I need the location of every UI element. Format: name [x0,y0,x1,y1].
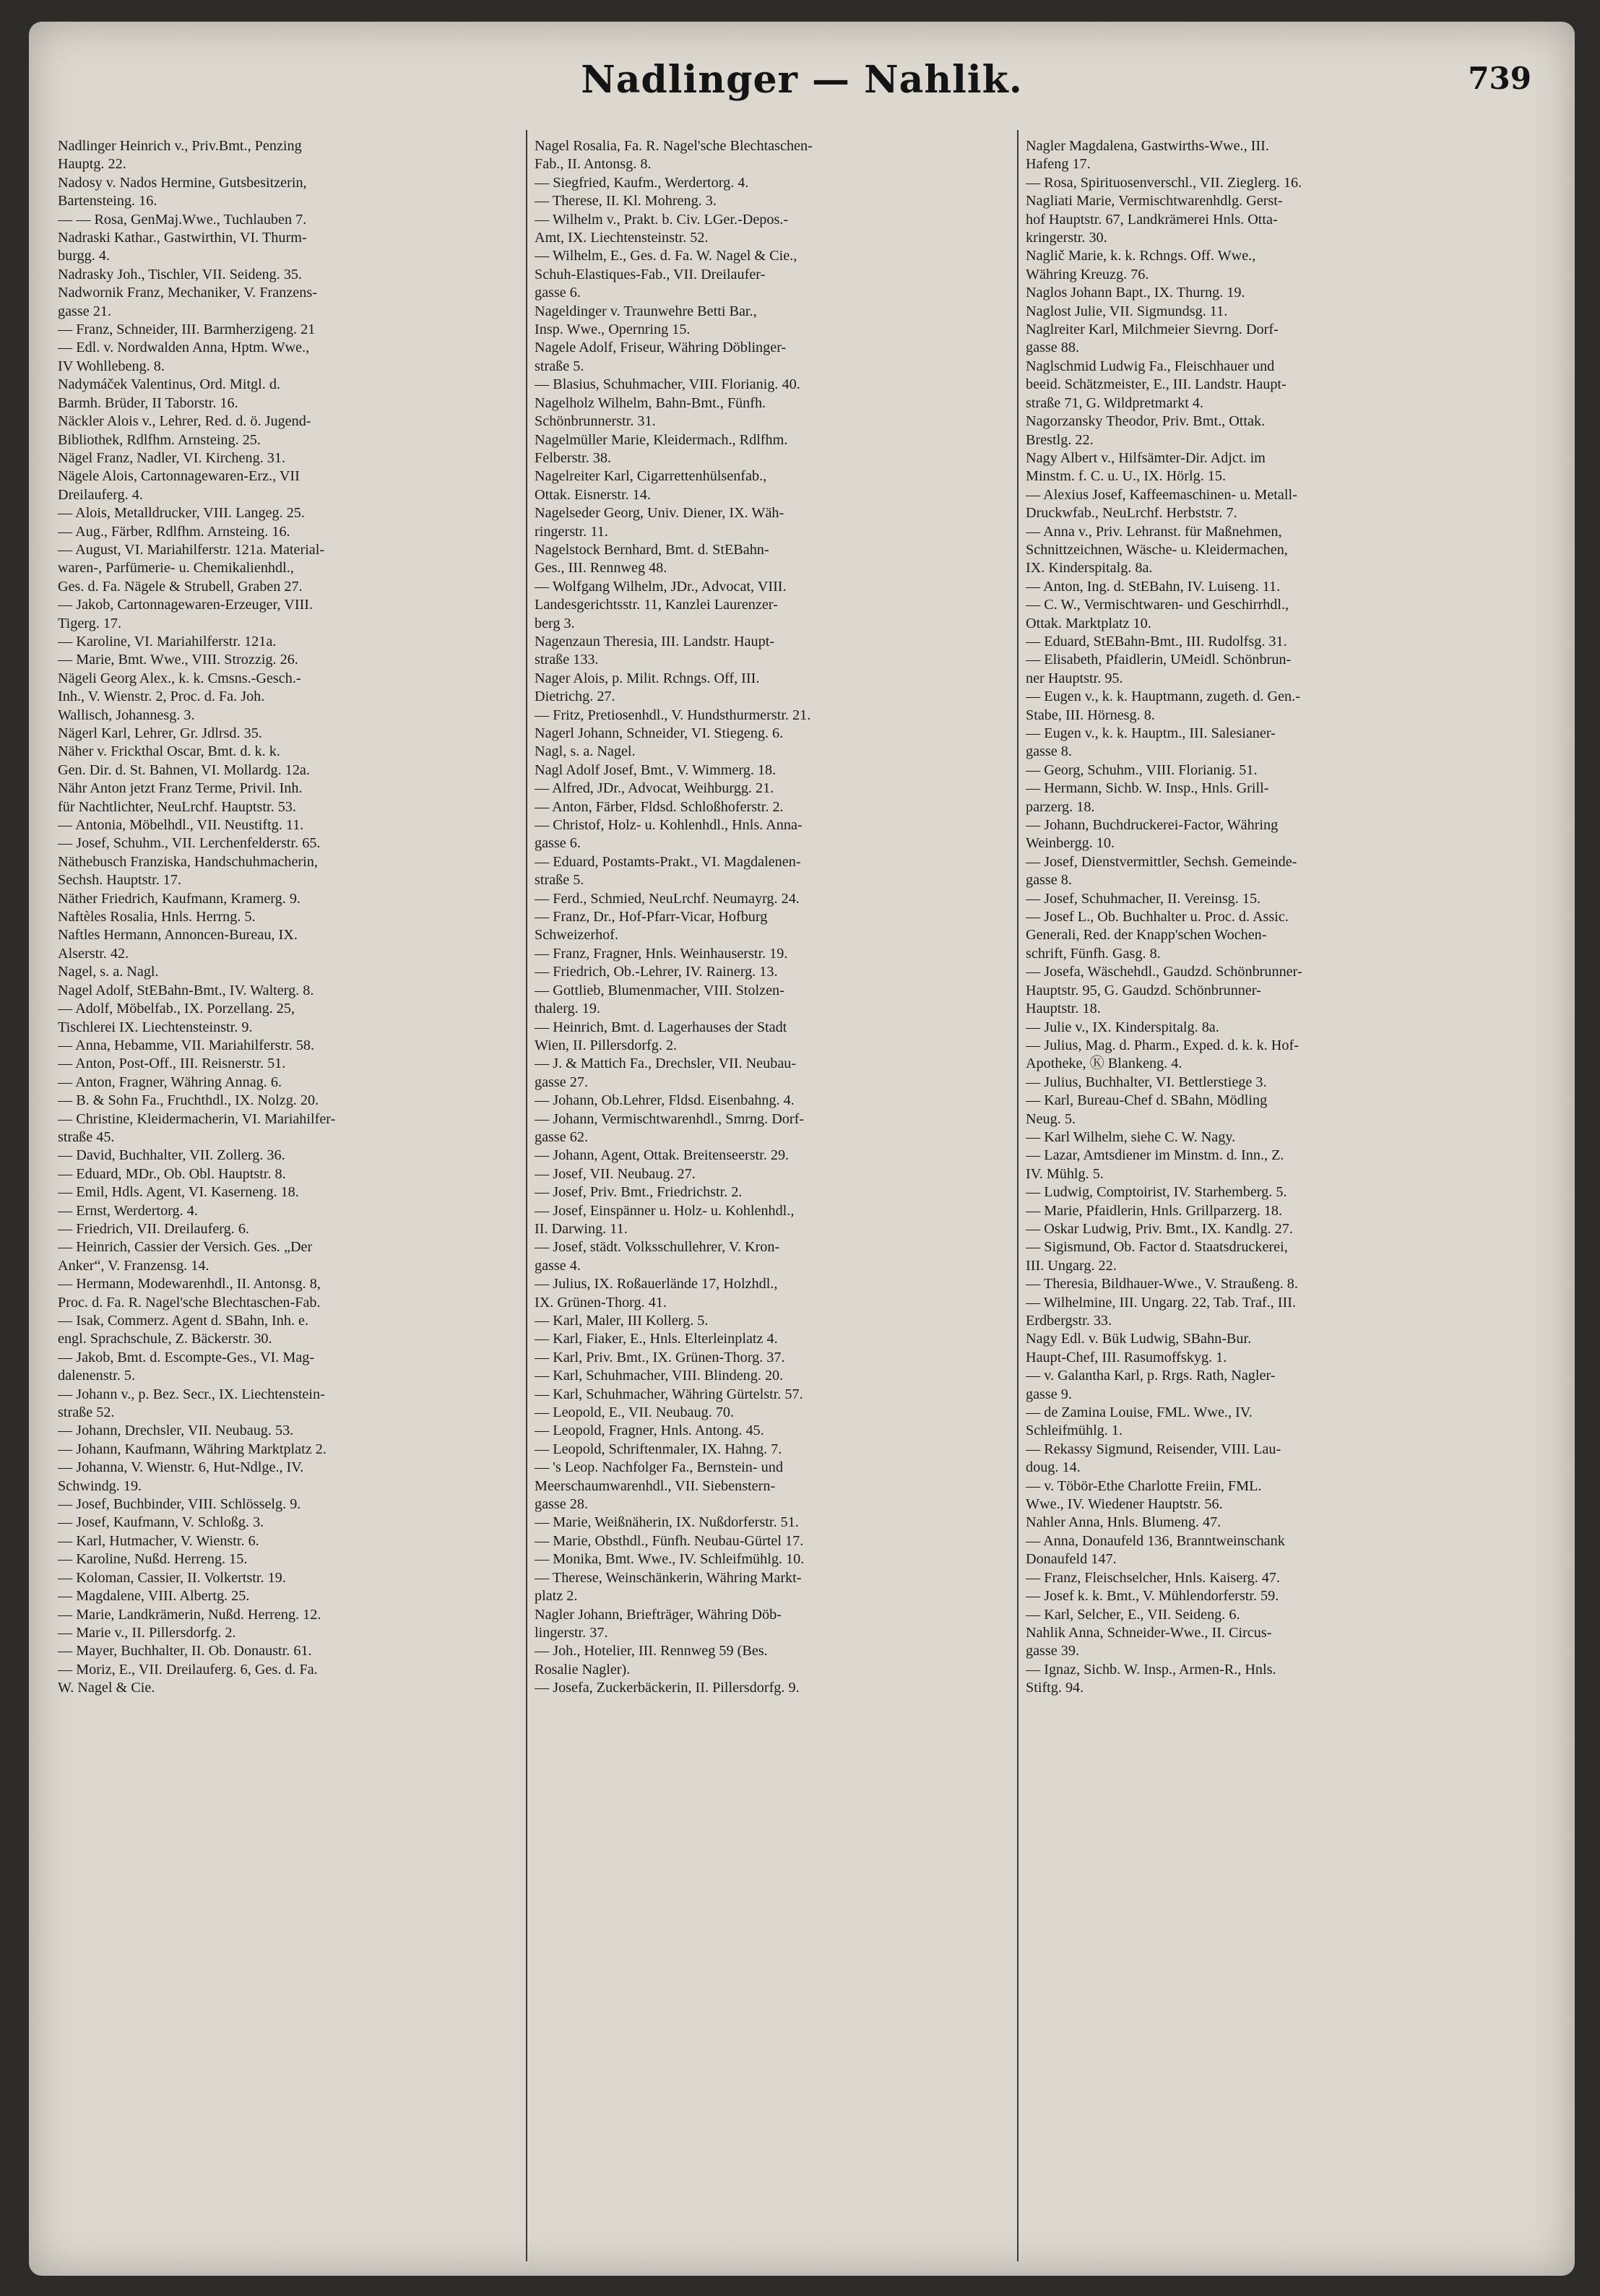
directory-entry-line: Alserstr. 42. [58,945,129,962]
directory-entry-line: — Julie v., IX. Kinderspitalg. 8a. [1026,1019,1219,1035]
directory-entry-line: — v. Töbör-Ethe Charlotte Freiin, FML. [1026,1477,1262,1494]
directory-entry-line: — Karl, Schuhmacher, VIII. Blindeng. 20. [535,1368,784,1384]
directory-entry-line: — Johanna, V. Wienstr. 6, Hut-Ndlge., IV. [58,1459,304,1476]
directory-entry-line: Inh., V. Wienstr. 2, Proc. d. Fa. Joh. [58,689,265,705]
directory-entry-line: Naglschmid Ludwig Fa., Fleischhauer und [1026,358,1275,374]
directory-entry-line: Nageldinger v. Traunwehre Betti Bar., [535,303,757,319]
directory-entry-line: — Eugen v., k. k. Hauptm., III. Salesianer- [1026,725,1276,741]
directory-entry-line: — Josefa, Wäschehdl., Gaudzd. Schönbrunner- [1026,964,1302,980]
directory-entry-line: gasse 8. [1026,872,1072,889]
directory-entry-line: Erdbergstr. 33. [1026,1313,1112,1329]
directory-entry-line: — J. & Mattich Fa., Drechsler, VII. Neubau- [535,1056,797,1072]
directory-entry-line: Schönbrunnerstr. 31. [535,413,656,430]
directory-entry-line: — Eduard, Postamts-Prakt., VI. Magdalenen- [535,853,801,870]
directory-entry-line: — Alexius Josef, Kaffeemaschinen- u. Metall- [1026,486,1297,503]
directory-entry-line: — Julius, IX. Roßauerlände 17, Holzhdl., [535,1276,778,1292]
directory-entry-line: platz 2. [535,1588,578,1605]
directory-entry-line: Näher v. Frickthal Oscar, Bmt. d. k. k. [58,743,280,760]
directory-entry-line: Nagerl Johann, Schneider, VI. Stiegeng. 6. [535,725,784,741]
directory-entry-line: — Magdalene, VIII. Albertg. 25. [58,1588,250,1605]
directory-entry-line: — Josef, Dienstvermittler, Sechsh. Gemeinde- [1026,853,1297,870]
directory-entry-line: — Karl, Selcher, E., VII. Seideng. 6. [1026,1606,1240,1623]
directory-entry-line: — Anna, Donaufeld 136, Branntweinschank [1026,1532,1285,1549]
directory-entry-line: IX. Grünen-Thorg. 41. [535,1294,667,1311]
directory-entry-line: Barmh. Brüder, II Taborstr. 16. [58,394,238,411]
directory-entry-line: burgg. 4. [58,248,110,264]
directory-entry-line: — Wilhelm, E., Ges. d. Fa. W. Nagel & Cie., [535,248,797,264]
page-number: 739 [1468,61,1531,96]
directory-entry-line: Naftles Hermann, Annoncen-Bureau, IX. [58,927,298,944]
directory-entry-line: — Anton, Ing. d. StEBahn, IV. Luiseng. 11. [1026,578,1281,595]
directory-entry-line: Nagelmüller Marie, Kleidermach., Rdlfhm. [535,431,788,448]
directory-entry-line: — Josef, VII. Neubaug. 27. [535,1165,696,1182]
directory-entry-line: Nagele Adolf, Friseur, Währing Döblinger- [535,340,787,356]
directory-entry-line: Naftèles Rosalia, Hnls. Herrng. 5. [58,909,256,925]
directory-entry-line: Stiftg. 94. [1026,1680,1084,1696]
directory-entry-line: — Karl, Fiaker, E., Hnls. Elterleinplatz 4. [535,1331,778,1347]
directory-entry-line: — Anton, Fragner, Währing Annag. 6. [58,1074,282,1090]
directory-entry-line: Naglos Johann Bapt., IX. Thurng. 19. [1026,285,1245,301]
directory-entry-line: — Friedrich, Ob.-Lehrer, IV. Rainerg. 13. [535,964,778,980]
directory-entry-line: Weinbergg. 10. [1026,835,1115,852]
directory-entry-line: — Jakob, Cartonnagewaren-Erzeuger, VIII. [58,597,313,613]
directory-entry-line: Druckwfab., NeuLrchf. Herbststr. 7. [1026,505,1237,522]
directory-entry-line: — Friedrich, VII. Dreilauferg. 6. [58,1220,249,1237]
directory-entry-line: — Josef, Schuhm., VII. Lerchenfelderstr. 65. [58,835,321,852]
directory-entry-line: — Alois, Metalldrucker, VIII. Langeg. 25. [58,505,305,522]
directory-entry-line: — Leopold, Schriftenmaler, IX. Hahng. 7. [535,1441,782,1457]
directory-entry-line: — Jakob, Bmt. d. Escompte-Ges., VI. Mag- [58,1349,315,1365]
directory-entry-line: gasse 6. [535,835,581,852]
directory-entry-line: Näther Friedrich, Kaufmann, Kramerg. 9. [58,890,300,907]
directory-entry-line: Nähr Anton jetzt Franz Terme, Privil. Inh. [58,780,303,797]
directory-entry-line: — Marie v., II. Pillersdorfg. 2. [58,1624,236,1641]
directory-entry-line: — Wilhelm v., Prakt. b. Civ. LGer.-Depos.- [535,211,789,228]
directory-entry-line: Nagl, s. a. Nagel. [535,743,636,760]
directory-entry-line: Landesgerichtsstr. 11, Kanzlei Laurenzer- [535,597,778,613]
directory-entry-line: Naglreiter Karl, Milchmeier Sievrng. Dorf- [1026,321,1279,338]
directory-entry-line: — Karl Wilhelm, siehe C. W. Nagy. [1026,1128,1236,1145]
directory-entry-line: gasse 88. [1026,340,1080,356]
directory-entry-line: Nagel, s. a. Nagl. [58,964,159,980]
directory-entry-line: Felberstr. 38. [535,449,611,466]
column-divider [526,130,527,2261]
directory-entry-line: straße 52. [58,1404,115,1421]
directory-entry-line: Amt, IX. Liechtensteinstr. 52. [535,230,709,246]
directory-entry-line: gasse 21. [58,303,112,319]
directory-entry-line: berg 3. [535,615,575,631]
directory-entry-line: — Johann, Ob.Lehrer, Fldsd. Eisenbahng. 4. [535,1092,795,1109]
directory-entry-line: Ottak. Marktplatz 10. [1026,615,1151,631]
directory-entry-line: Dreilauferg. 4. [58,486,143,503]
directory-entry-line: Minstm. f. C. u. U., IX. Hörlg. 15. [1026,468,1227,485]
directory-entry-line: — Johann, Kaufmann, Währing Marktplatz 2. [58,1441,327,1457]
directory-entry-line: Ottak. Eisnerstr. 14. [535,486,651,503]
directory-entry-line: — Heinrich, Cassier der Versich. Ges. „Der [58,1239,313,1256]
directory-entry-line: Nahler Anna, Hnls. Blumeng. 47. [1026,1514,1221,1531]
directory-entry-line: Ges., III. Rennweg 48. [535,560,667,577]
directory-entry-line: — Mayer, Buchhalter, II. Ob. Donaustr. 61. [58,1643,312,1660]
directory-entry-line: — Johann v., p. Bez. Secr., IX. Liechtenstein- [58,1386,325,1402]
directory-entry-line: — Josef, Kaufmann, V. Schloßg. 3. [58,1514,264,1531]
directory-entry-line: — Heinrich, Bmt. d. Lagerhauses der Stadt [535,1019,787,1035]
directory-entry-line: waren-, Parfümerie- u. Chemikalienhdl., [58,560,294,577]
directory-entry-line: Apotheke, Ⓚ Blankeng. 4. [1026,1056,1182,1072]
directory-entry-line: parzerg. 18. [1026,798,1095,815]
directory-entry-line: — Anton, Post-Off., III. Reisnerstr. 51. [58,1056,286,1072]
directory-entry-line: Näckler Alois v., Lehrer, Red. d. ö. Jugend- [58,413,311,430]
directory-entry-line: straße 5. [535,872,584,889]
directory-entry-line: straße 133. [535,652,599,668]
directory-entry-line: — Marie, Weißnäherin, IX. Nußdorferstr. 51. [535,1514,799,1531]
directory-entry-line: — Eduard, StEBahn-Bmt., III. Rudolfsg. 31. [1026,633,1287,649]
directory-entry-line: — Julius, Mag. d. Pharm., Exped. d. k. k. Hof- [1026,1037,1299,1053]
directory-entry-line: — Joh., Hotelier, III. Rennweg 59 (Bes. [535,1643,768,1660]
directory-entry-line: Rosalie Nagler). [535,1661,631,1678]
directory-entry-line: Hafeng 17. [1026,156,1091,173]
directory-entry-line: — August, VI. Mariahilferstr. 121a. Material- [58,541,325,558]
directory-entry-line: — Isak, Commerz. Agent d. SBahn, Inh. e. [58,1313,309,1329]
directory-column-2 [535,137,1011,2254]
directory-entry-line: Nagy Edl. v. Bük Ludwig, SBahn-Bur. [1026,1331,1252,1347]
directory-entry-line: Donaufeld 147. [1026,1551,1117,1568]
directory-entry-line: — Franz, Dr., Hof-Pfarr-Vicar, Hofburg [535,909,768,925]
directory-entry-line: — Therese, II. Kl. Mohreng. 3. [535,193,717,210]
directory-page [29,22,1575,2276]
directory-entry-line: — Franz, Fleischselcher, Hnls. Kaiserg. 47. [1026,1569,1281,1586]
directory-entry-line: IV Wohllebeng. 8. [58,358,165,374]
directory-entry-line: Proc. d. Fa. R. Nagel'sche Blechtaschen-Fab. [58,1294,321,1311]
directory-entry-line: doug. 14. [1026,1459,1081,1476]
directory-entry-line: — Siegfried, Kaufm., Werdertorg. 4. [535,174,749,191]
directory-entry-line: Schweizerhof. [535,927,619,944]
directory-entry-line: Nagliati Marie, Vermischtwarenhdlg. Gerst- [1026,193,1283,210]
directory-entry-line: Währing Kreuzg. 76. [1026,266,1149,282]
directory-entry-line: Fab., II. Antonsg. 8. [535,156,652,173]
directory-entry-line: — Julius, Buchhalter, VI. Bettlerstiege 3. [1026,1074,1267,1090]
directory-entry-line: Nagler Johann, Briefträger, Währing Döb- [535,1606,782,1623]
directory-entry-line: — Josef, Priv. Bmt., Friedrichstr. 2. [535,1184,743,1201]
directory-entry-line: lingerstr. 37. [535,1624,608,1641]
directory-entry-line: — Adolf, Möbelfab., IX. Porzellang. 25, [58,1001,295,1017]
directory-entry-line: — Elisabeth, Pfaidlerin, UMeidl. Schönbrun- [1026,652,1292,668]
directory-entry-line: — Theresia, Bildhauer-Wwe., V. Straußeng. 8. [1026,1276,1298,1292]
directory-entry-line: — Hermann, Modewarenhdl., II. Antonsg. 8, [58,1276,321,1292]
directory-entry-line: Nadwornik Franz, Mechaniker, V. Franzens- [58,285,317,301]
directory-entry-line: Nagy Albert v., Hilfsämter-Dir. Adjct. im [1026,449,1266,466]
directory-entry-line: Anker“, V. Franzensg. 14. [58,1257,209,1274]
directory-entry-line: — Karl, Hutmacher, V. Wienstr. 6. [58,1532,259,1549]
directory-entry-line: — Ignaz, Sichb. W. Insp., Armen-R., Hnls. [1026,1661,1276,1678]
directory-entry-line: Hauptstr. 18. [1026,1001,1101,1017]
directory-entry-line: — Ernst, Werdertorg. 4. [58,1202,198,1219]
directory-entry-line: — Johann, Vermischtwarenhdl., Smrng. Dorf- [535,1110,805,1127]
directory-entry-line: straße 45. [58,1128,115,1145]
directory-entry-line: — Leopold, Fragner, Hnls. Antong. 45. [535,1423,764,1439]
directory-entry-line: Bibliothek, Rdlfhm. Arnsteing. 25. [58,431,261,448]
directory-entry-line: — Aug., Färber, Rdlfhm. Arnsteing. 16. [58,523,290,540]
directory-entry-line: — C. W., Vermischtwaren- und Geschirrhdl., [1026,597,1289,613]
directory-entry-line: Schwindg. 19. [58,1477,142,1494]
directory-entry-line: IV. Mühlg. 5. [1026,1165,1104,1182]
directory-entry-line: Wien, II. Pillersdorfg. 2. [535,1037,678,1053]
directory-entry-line: — Moriz, E., VII. Dreilauferg. 6, Ges. d. Fa. [58,1661,318,1678]
directory-entry-line: — Anton, Färber, Fldsd. Schloßhoferstr. 2. [535,798,784,815]
directory-entry-line: Nagenzaun Theresia, III. Landstr. Haupt- [535,633,775,649]
directory-entry-line: IX. Kinderspitalg. 8a. [1026,560,1153,577]
directory-entry-line: Stabe, III. Hörnesg. 8. [1026,707,1155,723]
directory-entry-line: — Leopold, E., VII. Neubaug. 70. [535,1404,735,1421]
directory-entry-line: — Josef, Schuhmacher, II. Vereinsg. 15. [1026,890,1261,907]
directory-entry-line: — Fritz, Pretiosenhdl., V. Hundsthurmerstr. 21. [535,707,811,723]
directory-entry-line: Tischlerei IX. Liechtensteinstr. 9. [58,1019,253,1035]
directory-entry-line: — Oskar Ludwig, Priv. Bmt., IX. Kandlg. 27. [1026,1220,1293,1237]
directory-entry-line: — Antonia, Möbelhdl., VII. Neustiftg. 11. [58,817,304,834]
directory-entry-line: — Eduard, MDr., Ob. Obl. Hauptstr. 8. [58,1165,286,1182]
directory-entry-line: gasse 8. [1026,743,1072,760]
directory-entry-line: — Anna v., Priv. Lehranst. für Maßnehmen, [1026,523,1282,540]
directory-entry-line: — Anna, Hebamme, VII. Mariahilferstr. 58. [58,1037,315,1053]
directory-entry-line: Nagelreiter Karl, Cigarrettenhülsenfab., [535,468,767,485]
directory-entry-line: — Rosa, Spirituosenverschl., VII. Zieglerg. 16. [1026,174,1302,191]
directory-entry-line: hof Hauptstr. 67, Landkrämerei Hnls. Otta- [1026,211,1278,228]
directory-entry-line: Nägerl Karl, Lehrer, Gr. Jdlrsd. 35. [58,725,262,741]
directory-entry-line: Bartensteing. 16. [58,193,157,210]
directory-entry-line: Schuh-Elastiques-Fab., VII. Dreilaufer- [535,266,766,282]
directory-entry-line: Nägele Alois, Cartonnagewaren-Erz., VII [58,468,300,485]
directory-entry-line: Sechsh. Hauptstr. 17. [58,872,182,889]
directory-entry-line: Nagelstock Bernhard, Bmt. d. StEBahn- [535,541,769,558]
directory-entry-line: — Josef, städt. Volksschullehrer, V. Kron- [535,1239,780,1256]
directory-entry-line: — Therese, Weinschänkerin, Währing Markt- [535,1569,802,1586]
directory-entry-line: — Marie, Pfaidlerin, Hnls. Grillparzerg. 18. [1026,1202,1283,1219]
directory-entry-line: Nägeli Georg Alex., k. k. Cmsns.-Gesch.- [58,670,301,686]
directory-entry-line: — Marie, Bmt. Wwe., VIII. Strozzig. 26. [58,652,298,668]
directory-entry-line: Nägel Franz, Nadler, VI. Kircheng. 31. [58,449,285,466]
directory-entry-line: Tigerg. 17. [58,615,122,631]
directory-entry-line: — Josef L., Ob. Buchhalter u. Proc. d. Assic. [1026,909,1289,925]
directory-entry-line: Hauptg. 22. [58,156,126,173]
directory-entry-line: Nagelholz Wilhelm, Bahn-Bmt., Fünfh. [535,394,766,411]
directory-entry-line: — B. & Sohn Fa., Fruchthdl., IX. Nolzg. 20. [58,1092,319,1109]
directory-entry-line: — Monika, Bmt. Wwe., IV. Schleifmühlg. 10. [535,1551,805,1568]
directory-entry-line: — Hermann, Sichb. W. Insp., Hnls. Grill- [1026,780,1269,797]
directory-entry-line: — Christof, Holz- u. Kohlenhdl., Hnls. Anna- [535,817,803,834]
directory-entry-line: — Johann, Drechsler, VII. Neubaug. 53. [58,1423,294,1439]
directory-entry-line: dalenenstr. 5. [58,1368,136,1384]
directory-entry-line: Nadlinger Heinrich v., Priv.Bmt., Penzing [58,138,302,154]
directory-entry-line: — Emil, Hdls. Agent, VI. Kaserneng. 18. [58,1184,299,1201]
directory-entry-line: — Georg, Schuhm., VIII. Florianig. 51. [1026,761,1258,778]
directory-entry-line: — v. Galantha Karl, p. Rrgs. Rath, Nagler- [1026,1368,1276,1384]
directory-entry-line: ringerstr. 11. [535,523,608,540]
directory-entry-line: — Karl, Maler, III Kollerg. 5. [535,1313,709,1329]
directory-entry-line: straße 5. [535,358,584,374]
page-header [29,58,1575,123]
directory-entry-line: — Karl, Priv. Bmt., IX. Grünen-Thorg. 37. [535,1349,785,1365]
directory-entry-line: Insp. Wwe., Opernring 15. [535,321,691,338]
directory-entry-line: Nadosy v. Nados Hermine, Gutsbesitzerin, [58,174,307,191]
directory-entry-line: Naglost Julie, VII. Sigmundsg. 11. [1026,303,1228,319]
directory-entry-line: — de Zamina Louise, FML. Wwe., IV. [1026,1404,1253,1421]
directory-entry-line: beeid. Schätzmeister, E., III. Landstr. Haupt- [1026,376,1287,393]
directory-entry-line: thalerg. 19. [535,1001,601,1017]
directory-entry-line: gasse 62. [535,1128,589,1145]
directory-entry-line: Nadymáček Valentinus, Ord. Mitgl. d. [58,376,280,393]
directory-entry-line: — Marie, Obsthdl., Fünfh. Neubau-Gürtel 17. [535,1532,804,1549]
directory-entry-line: kringerstr. 30. [1026,230,1107,246]
directory-entry-line: Nadraski Kathar., Gastwirthin, VI. Thurm- [58,230,307,246]
directory-entry-line: — Johann, Buchdruckerei-Factor, Währing [1026,817,1279,834]
directory-entry-line: für Nachtlichter, NeuLrchf. Hauptstr. 53. [58,798,296,815]
directory-entry-line: — Wolfgang Wilhelm, JDr., Advocat, VIII. [535,578,787,595]
directory-entry-line: Nagel Rosalia, Fa. R. Nagel'sche Blechtaschen- [535,138,813,154]
directory-entry-line: — Wilhelmine, III. Ungarg. 22, Tab. Traf., III. [1026,1294,1296,1311]
directory-entry-line: Schleifmühlg. 1. [1026,1423,1123,1439]
directory-entry-line: schrift, Fünfh. Gasg. 8. [1026,945,1161,962]
directory-entry-line: gasse 4. [535,1257,581,1274]
directory-entry-line: Wwe., IV. Wiedener Hauptstr. 56. [1026,1496,1223,1513]
directory-entry-line: Nagel Adolf, StEBahn-Bmt., IV. Walterg. 8. [58,982,314,998]
column-divider [1017,130,1019,2261]
directory-entry-line: Haupt-Chef, III. Rasumoffskyg. 1. [1026,1349,1227,1365]
directory-entry-line: — — Rosa, GenMaj.Wwe., Tuchlauben 7. [58,211,307,228]
directory-entry-line: Naglič Marie, k. k. Rchngs. Off. Wwe., [1026,248,1256,264]
directory-entry-line: — Ferd., Schmied, NeuLrchf. Neumayrg. 24. [535,890,800,907]
directory-entry-line: Meerschaumwarenhdl., VII. Siebenstern- [535,1477,776,1494]
directory-entry-line: gasse 27. [535,1074,589,1090]
directory-entry-line: — Rekassy Sigmund, Reisender, VIII. Lau- [1026,1441,1281,1457]
directory-entry-line: ner Hauptstr. 95. [1026,670,1123,686]
directory-entry-line: — Josefa, Zuckerbäckerin, II. Pillersdorfg. 9. [535,1680,800,1696]
directory-entry-line: Dietrichg. 27. [535,689,615,705]
running-head: Nadlinger — Nahlik. [581,58,1023,102]
directory-entry-line: Brestlg. 22. [1026,431,1094,448]
directory-entry-line: — Marie, Landkrämerin, Nußd. Herreng. 12. [58,1606,321,1623]
directory-entry-line: Ges. d. Fa. Nägele & Strubell, Graben 27. [58,578,303,595]
directory-entry-line: II. Darwing. 11. [535,1220,628,1237]
directory-entry-line: — Franz, Fragner, Hnls. Weinhauserstr. 19. [535,945,788,962]
directory-entry-line: Gen. Dir. d. St. Bahnen, VI. Mollardg. 12a. [58,761,310,778]
directory-entry-line: Neug. 5. [1026,1110,1076,1127]
directory-entry-line: Generali, Red. der Knapp'schen Wochen- [1026,927,1267,944]
directory-entry-line: — Josef, Einspänner u. Holz- u. Kohlenhdl., [535,1202,795,1219]
directory-entry-line: Nagelseder Georg, Univ. Diener, IX. Wäh- [535,505,784,522]
directory-entry-line: — Eugen v., k. k. Hauptmann, zugeth. d. Gen.- [1026,689,1300,705]
directory-column-1 [58,137,520,2254]
directory-entry-line: — Franz, Schneider, III. Barmherzigeng. 21 [58,321,316,338]
directory-entry-line: engl. Sprachschule, Z. Bäckerstr. 30. [58,1331,272,1347]
directory-entry-line: gasse 6. [535,285,581,301]
directory-entry-line: gasse 28. [535,1496,589,1513]
directory-entry-line: gasse 9. [1026,1386,1072,1402]
directory-entry-line: Schnittzeichnen, Wäsche- u. Kleidermachen, [1026,541,1288,558]
directory-entry-line: — Johann, Agent, Ottak. Breitenseerstr. 29. [535,1147,790,1164]
directory-entry-line: W. Nagel & Cie. [58,1680,155,1696]
directory-entry-line: — Christine, Kleidermacherin, VI. Mariahilfer- [58,1110,336,1127]
directory-entry-line: III. Ungarg. 22. [1026,1257,1117,1274]
directory-entry-line: — Blasius, Schuhmacher, VIII. Florianig. 40. [535,376,800,393]
directory-entry-line: — Karl, Bureau-Chef d. SBahn, Mödling [1026,1092,1268,1109]
directory-entry-line: — Karoline, Nußd. Herreng. 15. [58,1551,248,1568]
directory-entry-line: Nahlik Anna, Schneider-Wwe., II. Circus- [1026,1624,1272,1641]
directory-entry-line: — Sigismund, Ob. Factor d. Staatsdruckerei, [1026,1239,1288,1256]
directory-entry-line: Nager Alois, p. Milit. Rchngs. Off, III. [535,670,760,686]
directory-entry-line: Nagler Magdalena, Gastwirths-Wwe., III. [1026,138,1269,154]
directory-entry-line: — Gottlieb, Blumenmacher, VIII. Stolzen- [535,982,784,998]
directory-entry-line: Nagorzansky Theodor, Priv. Bmt., Ottak. [1026,413,1266,430]
directory-entry-line: gasse 39. [1026,1643,1080,1660]
directory-entry-line: straße 71, G. Wildpretmarkt 4. [1026,394,1204,411]
directory-entry-line: Nagl Adolf Josef, Bmt., V. Wimmerg. 18. [535,761,777,778]
directory-entry-line: — David, Buchhalter, VII. Zollerg. 36. [58,1147,285,1164]
directory-entry-line: — Edl. v. Nordwalden Anna, Hptm. Wwe., [58,340,310,356]
directory-column-3 [1026,137,1517,2254]
directory-entry-line: — Josef k. k. Bmt., V. Mühlendorferstr. 59. [1026,1588,1279,1605]
directory-entry-line: — Karoline, VI. Mariahilferstr. 121a. [58,633,277,649]
directory-entry-line: Hauptstr. 95, G. Gaudzd. Schönbrunner- [1026,982,1261,998]
directory-entry-line: Wallisch, Johannesg. 3. [58,707,195,723]
directory-entry-line: — Alfred, JDr., Advocat, Weihburgg. 21. [535,780,774,797]
directory-entry-line: — 's Leop. Nachfolger Fa., Bernstein- und [535,1459,783,1476]
directory-entry-line: — Karl, Schuhmacher, Währing Gürtelstr. 57. [535,1386,803,1402]
directory-entry-line: — Lazar, Amtsdiener im Minstm. d. Inn., Z. [1026,1147,1284,1164]
directory-entry-line: — Ludwig, Comptoirist, IV. Starhemberg. 5. [1026,1184,1287,1201]
directory-entry-line: Nadrasky Joh., Tischler, VII. Seideng. 35. [58,266,303,282]
directory-entry-line: — Koloman, Cassier, II. Volkertstr. 19. [58,1569,286,1586]
directory-entry-line: Näthebusch Franziska, Handschuhmacherin, [58,853,318,870]
directory-entry-line: — Josef, Buchbinder, VIII. Schlösselg. 9. [58,1496,301,1513]
